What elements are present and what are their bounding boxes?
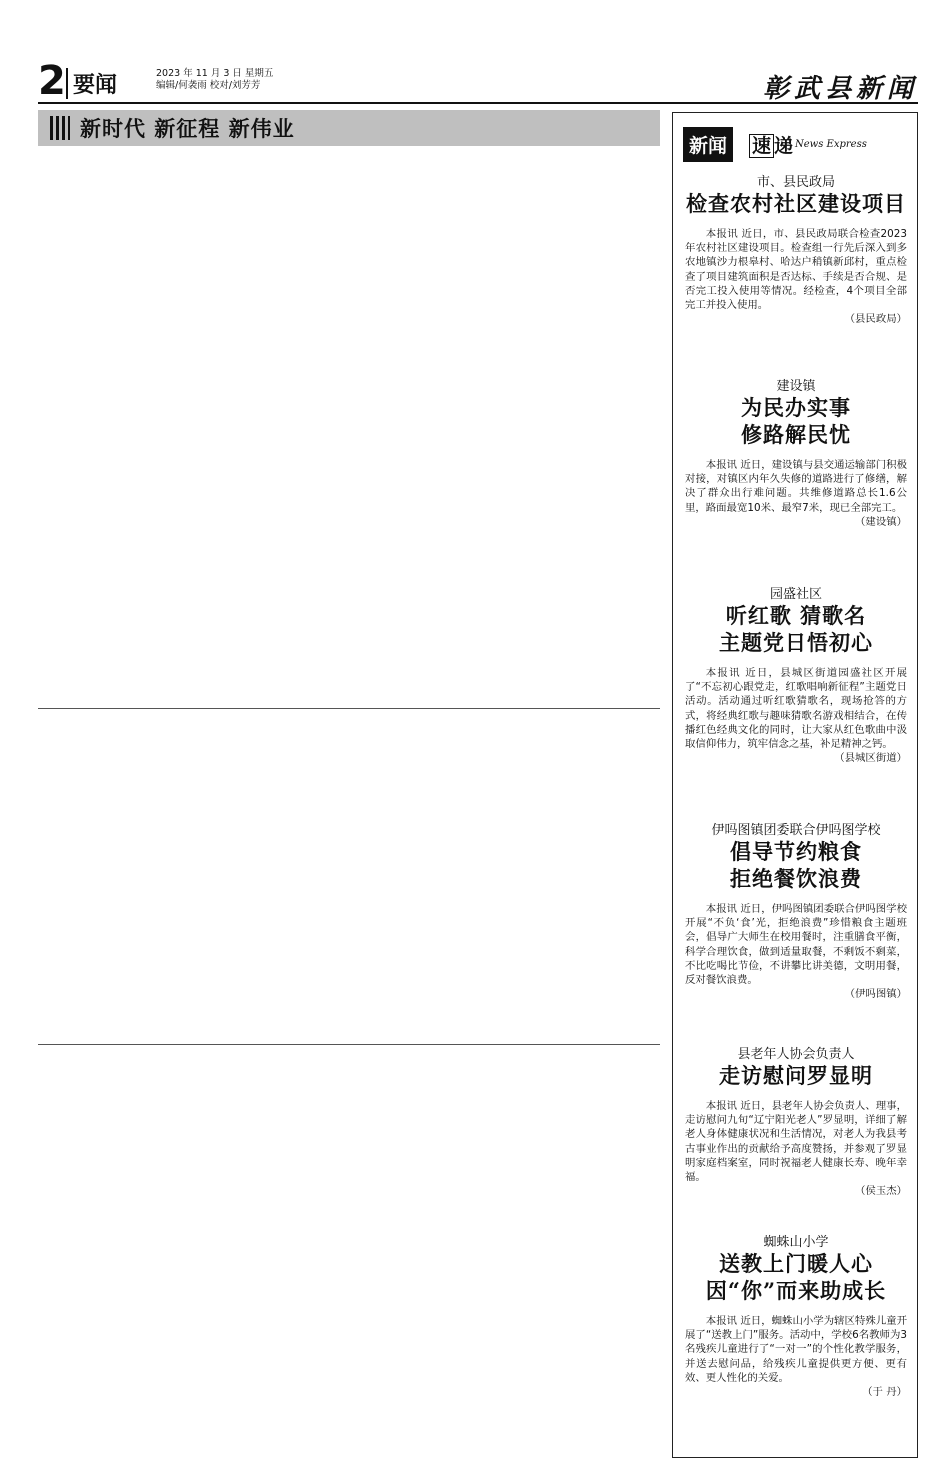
brief-headline: 送教上门暖人心 <box>719 1251 873 1276</box>
brief-body: 本报讯 近日，市、县民政局联合检查2023年农村社区建设项目。检查组一行先后深入到多农地镇沙力根皋村、哈达户稍镇新邱村，重点检查了项目建筑面积是否达标、手续是否合规、是否完工投入使用等情况。经检查，4个项目全部完工并投入使用。 （县民政局） <box>685 228 907 326</box>
brief-kicker: 县老年人协会负责人 <box>737 1047 855 1062</box>
paper-name-logo: 彰武县新闻 <box>762 74 918 104</box>
article-column <box>38 800 230 1038</box>
page-number: 2 <box>38 58 66 104</box>
brief-body: 本报讯 近日，建设镇与县交通运输部门积极对接，对镇区内年久失修的道路进行了修缮，解决了群众出行难问题。共维修道路总长1.6公里，路面最宽10米、最窄7米，现已全部完工。 （建设镇） <box>685 459 907 528</box>
issue-editors: 编辑/何袭雨 校对/刘芳芳 <box>156 80 261 91</box>
brief-body: 本报讯 近日，伊吗图镇团委联合伊吗图学校开展“不负‘食’光，拒绝浪费”珍惜粮食主题班会，倡导广大师生在校用餐时，注重膳食平衡，科学合理饮食，做到适量取餐，不剩饭不剩菜，不比吃喝比节俭，不讲攀比讲美德，文明用餐，反对餐饮浪费。 （伊吗图镇） <box>685 903 907 1001</box>
banner-bars-icon <box>50 116 70 140</box>
slogan-text: 新时代 新征程 新伟业 <box>80 117 295 141</box>
article-columns <box>38 1132 640 1450</box>
brief-body: 本报讯 近日，县老年人协会负责人、理事，走访慰问九旬“辽宁阳光老人”罗显明，详细了解老人身体健康状况和生活情况，对老人为我县考古事业作出的贡献给予高度赞扬，并参观了罗显明家庭档案室，同时祝福老人健康长寿、晚年幸福。 （侯玉杰） <box>685 1100 907 1198</box>
article-column <box>448 292 640 702</box>
brief-headline: 因“你”而来助成长 <box>705 1278 887 1303</box>
slogan-banner <box>38 110 660 146</box>
article-column <box>448 800 640 1038</box>
article-columns <box>38 800 640 1038</box>
brief-kicker: 蜘蛛山小学 <box>763 1235 829 1250</box>
divider <box>38 708 660 709</box>
brief-body: 本报讯 近日，县城区街道园盛社区开展了“不忘初心跟党走，红歌唱响新征程”主题党日活动。活动通过听红歌猜歌名，现场抢答的方式，将经典红歌与趣味猜歌名游戏相结合，在传播红色经典文化的同时，让大家从红色歌曲中汲取信仰伟力，筑牢信念之基，补足精神之钙。 （县城区街道） <box>685 667 907 765</box>
brief-headline: 走访慰问罗显明 <box>719 1063 873 1088</box>
brief-kicker: 园盛社区 <box>769 587 822 602</box>
brief-sign: （县城区街道） <box>834 752 907 765</box>
brief-headline: 主题党日悟初心 <box>719 630 873 655</box>
brief-kicker: 建设镇 <box>776 379 816 394</box>
brief-sign: （于 丹） <box>862 1386 907 1399</box>
brief-kicker: 伊吗图镇团委联合伊吗图学校 <box>711 823 881 838</box>
article-column <box>243 800 435 1038</box>
article-column <box>448 1132 640 1450</box>
article-column <box>243 292 435 702</box>
masthead <box>38 58 918 104</box>
brief-item <box>685 819 907 1001</box>
divider <box>38 1044 660 1045</box>
article-columns <box>38 292 640 702</box>
brief-sign: （伊吗图镇） <box>844 988 907 1001</box>
brief-item <box>685 375 907 529</box>
brief-headline: 修路解民忧 <box>741 422 851 447</box>
issue-date: 2023 年 11 月 3 日 星期五 <box>156 68 274 79</box>
brief-sign: （建设镇） <box>855 515 907 528</box>
brief-headline: 检查农村社区建设项目 <box>686 191 906 216</box>
brief-headline: 拒绝餐饮浪费 <box>730 866 862 891</box>
news-express-title-en: News Express <box>795 139 867 150</box>
brief-item <box>685 171 907 326</box>
article-column <box>243 1132 435 1450</box>
brief-body: 本报讯 近日，蜘蛛山小学为辖区特殊儿童开展了“送教上门”服务。活动中，学校6名教师为3名残疾儿童进行了“一对一”的个性化教学服务，并送去慰问品，给残疾儿童提供更方便、更有效、更人性化的关爱。 （于 丹） <box>685 1315 907 1399</box>
brief-sign: （侯玉杰） <box>855 1185 907 1198</box>
brief-headline: 为民办实事 <box>741 395 851 420</box>
news-express-title-main: 新闻 <box>683 127 733 162</box>
brief-item <box>685 1043 907 1198</box>
brief-item <box>685 583 907 765</box>
article-pigeon-race <box>38 180 660 184</box>
article-column <box>38 292 230 702</box>
news-express-title-sub: 速 递 <box>745 127 797 162</box>
brief-kicker: 市、县民政局 <box>756 175 835 190</box>
brief-headline: 倡导节约粮食 <box>730 839 862 864</box>
article-column <box>38 1132 230 1450</box>
brief-headline: 听红歌 猜歌名 <box>725 603 867 628</box>
section-name: 要闻 <box>66 68 117 99</box>
brief-sign: （县民政局） <box>844 313 907 326</box>
news-express-title <box>683 127 907 161</box>
brief-item <box>685 1231 907 1399</box>
news-express-sidebar <box>672 112 918 1458</box>
